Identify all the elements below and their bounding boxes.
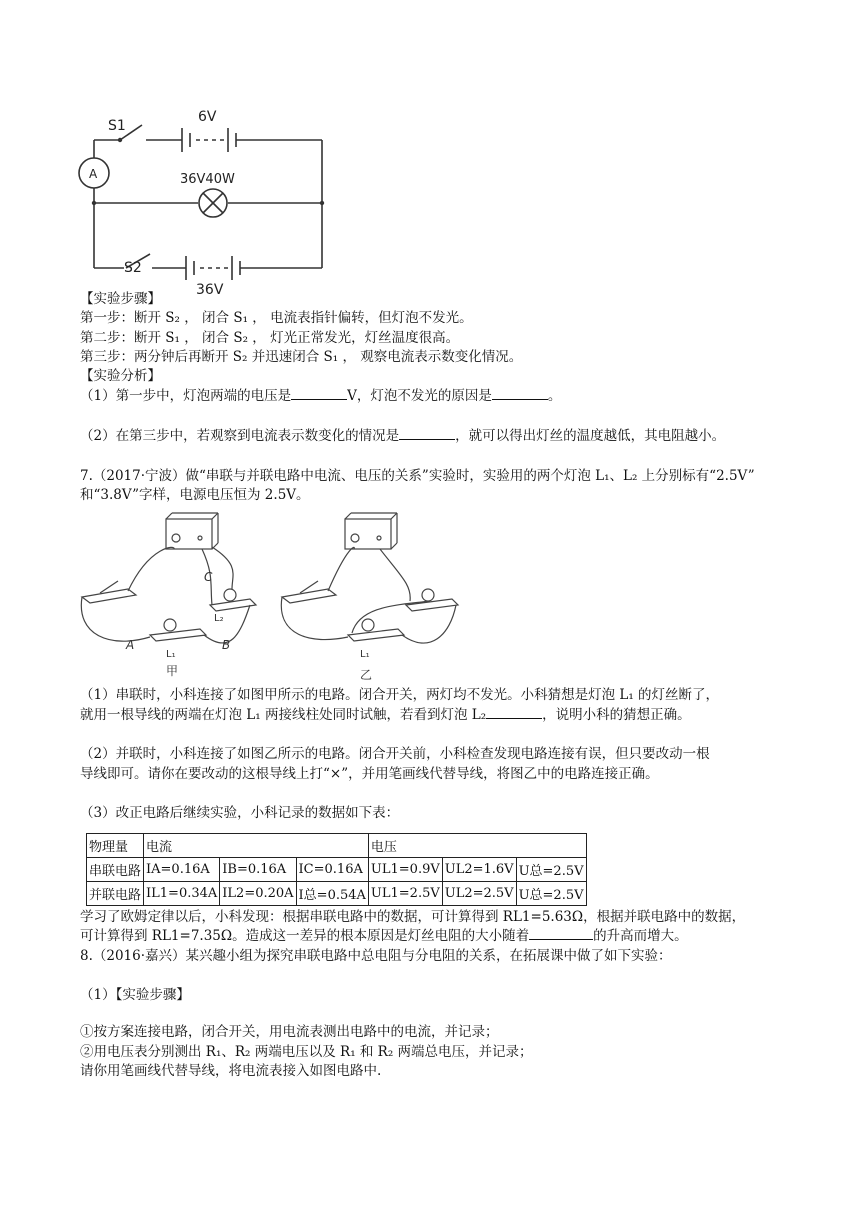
- table-cell: U总=2.5V: [516, 882, 586, 906]
- q1-text-b: V，灯泡不发光的原因是: [347, 388, 492, 404]
- q8-intro: 8.（2016·嘉兴）某兴趣小组为探究串联电路中总电阻与分电阻的关系，在拓展课中做了如下实验：: [80, 948, 672, 964]
- table-cell: IC=0.16A: [296, 858, 368, 882]
- q7-part2-line2: 导线即可。请你在要改动的这根导线上打“×”，并用笔画线代替导线，将图乙中的电路连接正确。: [80, 766, 659, 782]
- q1-text-c: 。: [547, 388, 562, 404]
- table-cell: U总=2.5V: [516, 858, 586, 882]
- wire-a-label: A: [126, 638, 135, 652]
- step-3: 第三步：两分钟后再断开 S₂ 并迅速闭合 S₁ ， 观察电流表示数变化情况。: [80, 349, 523, 365]
- answer-blank[interactable]: [399, 427, 455, 440]
- wire-c-label: C: [204, 570, 213, 584]
- wire-b-label: B: [222, 638, 231, 652]
- lamp-rating-label: 36V40W: [180, 172, 235, 187]
- q8-part1: （1）【实验步骤】: [80, 987, 190, 1003]
- analysis-heading: 【实验分析】: [80, 368, 161, 384]
- q8-step1: ①按方案连接电路，闭合开关，用电流表测出电路中的电流，并记录；: [80, 1024, 499, 1040]
- table-cell: IL1=0.34A: [144, 882, 220, 906]
- table-cell: UL2=1.6V: [442, 858, 516, 882]
- q7-part1-line1: （1）串联时，小科连接了如图甲所示的电路。闭合开关，两灯均不发光。小科猜想是灯泡 L₁ 的灯丝断了，: [80, 687, 720, 703]
- q7-intro-line2: 和“3.8V”字样，电源电压恒为 2.5V。: [80, 487, 310, 503]
- answer-blank[interactable]: [291, 387, 347, 400]
- table-cell: I总=0.54A: [296, 882, 368, 906]
- battery-6v-label: 6V: [198, 109, 217, 125]
- table-header-cell: 物理量: [87, 834, 144, 858]
- battery-36v-label: 36V: [196, 282, 224, 298]
- answer-blank[interactable]: [486, 706, 542, 719]
- q2-text-b: ，就可以得出灯丝的温度越低，其电阻越小。: [455, 428, 726, 444]
- table-cell: IL2=0.20A: [220, 882, 296, 906]
- switch-s1-label: S1: [108, 118, 126, 134]
- q7-after-text-b: 的升高而增大。: [593, 928, 688, 944]
- table-header-cell: 电压: [368, 834, 586, 858]
- analysis-q1: [80, 387, 561, 405]
- ammeter-label: A: [89, 167, 98, 181]
- table-header-row: [87, 834, 587, 858]
- q7-after-text-a: 可计算得到 RL1=7.35Ω。造成这一差异的根本原因是灯丝电阻的大小随着: [80, 928, 530, 944]
- q8-step2: ②用电压表分别测出 R₁、R₂ 两端电压以及 R₁ 和 R₂ 两端总电压，并记录；: [80, 1044, 533, 1060]
- table-cell: 串联电路: [87, 858, 144, 882]
- table-header-cell: 电流: [144, 834, 369, 858]
- steps-heading: 【实验步骤】: [80, 291, 161, 307]
- lamp-l1-label-b: L₁: [360, 649, 370, 660]
- table-cell: UL2=2.5V: [442, 882, 516, 906]
- figure-b-label: 乙: [360, 668, 373, 682]
- table-cell: UL1=2.5V: [368, 882, 442, 906]
- table-cell: IB=0.16A: [220, 858, 296, 882]
- step-2: 第二步：断开 S₁ ， 闭合 S₂ ， 灯光正常发光，灯丝温度很高。: [80, 330, 460, 346]
- q1-text-a: （1）第一步中，灯泡两端的电压是: [80, 388, 292, 404]
- q7-intro-line1: 7.（2017·宁波）做“串联与并联电路中电流、电压的关系”实验时，实验用的两个灯泡 L₁、L₂ 上分别标有“2.5V”: [80, 468, 755, 484]
- circuit-figures-q7: [0, 505, 860, 685]
- table-cell: 并联电路: [87, 882, 144, 906]
- q7-part1-text-a: 就用一根导线的两端在灯泡 L₁ 两接线柱处同时试触，若看到灯泡 L₂: [80, 707, 487, 723]
- q7-after-line2: [80, 927, 688, 945]
- table-row: [87, 858, 587, 882]
- q7-part1-text-b: ，说明小科的猜想正确。: [542, 707, 691, 723]
- q7-part2-line1: （2）并联时，小科连接了如图乙所示的电路。闭合开关前，小科检查发现电路连接有误，但只要改动一根: [80, 746, 710, 762]
- q7-after-line1: 学习了欧姆定律以后，小科发现：根据串联电路中的数据，可计算得到 RL1=5.63Ω，根据并联电路中的数据，: [80, 909, 746, 925]
- data-table: [86, 833, 587, 906]
- answer-blank[interactable]: [529, 927, 593, 940]
- figure-a-label: 甲: [166, 664, 179, 678]
- q7-part3: （3）改正电路后继续实验，小科记录的数据如下表：: [80, 805, 400, 821]
- circuit-diagram-1: [0, 0, 860, 300]
- table-cell: UL1=0.9V: [368, 858, 442, 882]
- table-row: [87, 882, 587, 906]
- step-1: 第一步：断开 S₂ ， 闭合 S₁ ， 电流表指针偏转，但灯泡不发光。: [80, 310, 473, 326]
- q7-part1-line2: [80, 706, 691, 724]
- lamp-l1-label-a: L₁: [166, 649, 176, 660]
- lamp-l2-label-a: L₂: [214, 613, 224, 624]
- table-cell: IA=0.16A: [144, 858, 220, 882]
- analysis-q2: [80, 427, 725, 445]
- q8-step3: 请你用笔画线代替导线，将电流表接入如图电路中.: [80, 1063, 382, 1079]
- switch-s2-label: S2: [124, 260, 142, 276]
- answer-blank[interactable]: [492, 387, 548, 400]
- q2-text-a: （2）在第三步中，若观察到电流表示数变化的情况是: [80, 428, 400, 444]
